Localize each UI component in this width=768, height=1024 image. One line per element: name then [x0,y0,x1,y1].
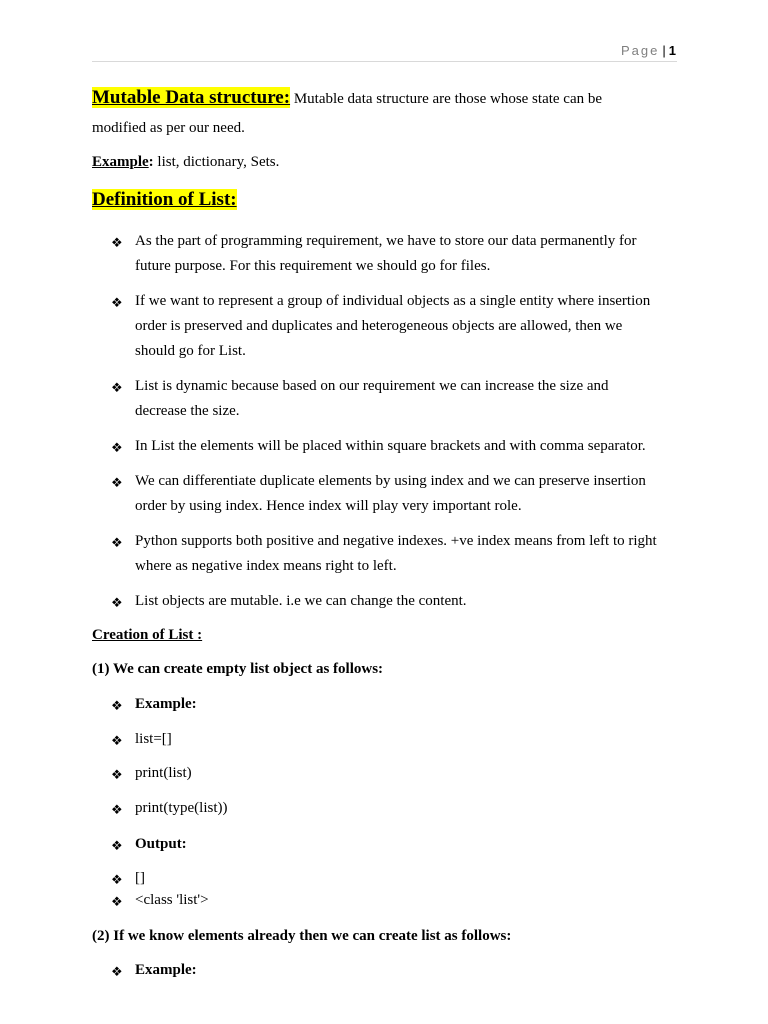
step1-item: Example: [135,696,197,712]
list-item-line: List is dynamic because based on our requirement we can increase the size and [135,378,609,394]
step2-text: (2) If we know elements already then we can create list as follows: [92,928,512,944]
bullet-icon: ❖ [111,295,123,310]
bullet-icon: ❖ [111,964,123,979]
mutable-desc-line1: Mutable data structure are those whose state can be [293,91,603,107]
list-item-line: If we want to represent a group of individual objects as a single entity where insertion [135,293,651,309]
step1-text: (1) We can create empty list object as follows: [92,661,384,677]
list-item-line: As the part of programming requirement, we have to store our data permanently for [135,233,637,249]
creation-heading: Creation of List : [92,627,203,643]
list-item-line: We can differentiate duplicate elements by using index and we can preserve insertion [135,473,646,489]
page-label: Page [621,43,660,58]
step1-item: <class 'list'> [135,892,209,908]
step1-item: print(list) [135,765,192,781]
list-item-line: decrease the size. [135,403,240,419]
list-item-line: should go for List. [135,343,246,359]
list-item-line: order by using index. Hence index will play very important role. [135,498,522,514]
list-item-line: future purpose. For this requirement we should go for files. [135,258,491,274]
page-number-header: Page | 1 [621,43,676,58]
example-line: Example: list, dictionary, Sets. [92,154,280,170]
bullet-icon: ❖ [111,838,123,853]
step2-item: Example: [135,962,197,978]
list-item-line: Python supports both positive and negative indexes. +ve index means from left to right [135,533,657,549]
header-divider [92,61,677,62]
definition-heading: Definition of List: [92,189,237,210]
example-text: list, dictionary, Sets. [153,154,280,170]
bullet-icon: ❖ [111,698,123,713]
bullet-icon: ❖ [111,475,123,490]
list-item-line: where as negative index means right to left. [135,558,397,574]
mutable-heading-line [92,87,602,109]
bullet-icon: ❖ [111,733,123,748]
bullet-icon: ❖ [111,440,123,455]
list-item-line: order is preserved and duplicates and heterogeneous objects are allowed, then we [135,318,623,334]
example-label: Example [92,154,149,170]
bullet-icon: ❖ [111,235,123,250]
bullet-icon: ❖ [111,802,123,817]
bullet-icon: ❖ [111,767,123,782]
bullet-icon: ❖ [111,535,123,550]
mutable-heading: Mutable Data structure: [92,87,291,108]
bullet-icon: ❖ [111,595,123,610]
definition-heading-wrap [92,189,237,211]
step1-item: list=[] [135,731,172,747]
bullet-icon: ❖ [111,380,123,395]
list-item-line: In List the elements will be placed within square brackets and with comma separator. [135,438,646,454]
step1-item: Output: [135,836,187,852]
mutable-desc-line2: modified as per our need. [92,120,245,136]
step1-item: [] [135,870,145,886]
bullet-icon: ❖ [111,872,123,887]
step1-item: print(type(list)) [135,800,228,816]
bullet-icon: ❖ [111,894,123,909]
list-item-line: List objects are mutable. i.e we can change the content. [135,593,467,609]
page-number: 1 [668,43,676,58]
